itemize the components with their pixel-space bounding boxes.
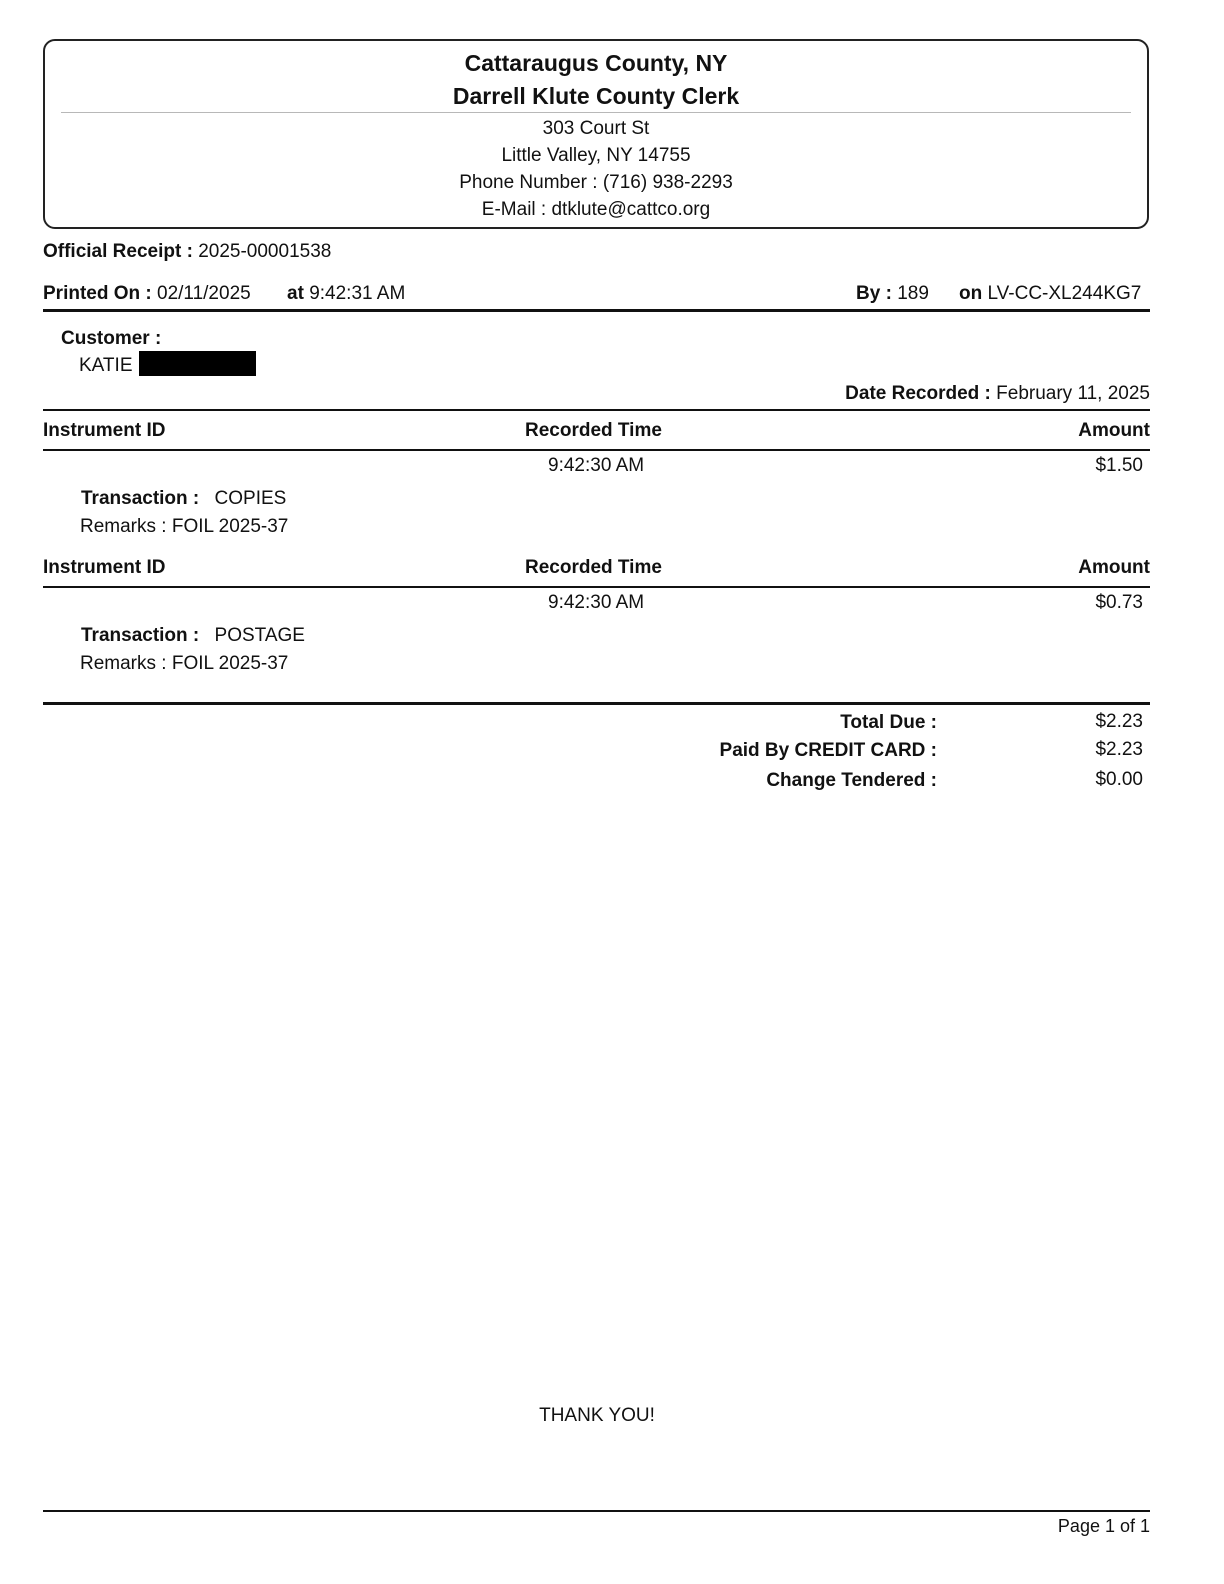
date-recorded-value: February 11, 2025: [996, 383, 1150, 404]
printed-on: [43, 283, 251, 305]
paid-by-label: Paid By CREDIT CARD :: [719, 740, 937, 761]
transaction-label: Transaction :: [81, 625, 200, 646]
footer-rule: [43, 1510, 1150, 1512]
county-title: Cattaraugus County, NY: [464, 50, 728, 76]
transaction-value: POSTAGE: [214, 625, 305, 646]
customer-name: KATIE: [79, 355, 133, 376]
clerk-phone: [45, 172, 1147, 194]
item-recorded-time: 9:42:30 AM: [548, 592, 645, 613]
paid-by-value: $2.23: [1095, 739, 1143, 760]
clerk-email: [45, 199, 1147, 221]
item-remarks: Remarks : FOIL 2025-37: [80, 653, 289, 674]
column-header-rule: [43, 449, 1150, 451]
printed-by-label: By :: [856, 283, 892, 304]
col-instrument-id: Instrument ID: [43, 557, 166, 578]
email-value: dtklute@cattco.org: [551, 199, 711, 220]
total-due-value: $2.23: [1095, 711, 1143, 732]
phone-label: Phone Number :: [459, 172, 598, 193]
printed-on-label: Printed On :: [43, 283, 152, 304]
clerk-city: Little Valley, NY 14755: [501, 145, 691, 166]
printed-station: [959, 283, 1141, 305]
table-top-rule: [43, 409, 1150, 411]
printed-by-value: 189: [897, 283, 929, 304]
item-transaction: [81, 625, 305, 647]
transaction-value: COPIES: [214, 488, 287, 509]
printed-at-label: at: [287, 283, 304, 304]
printed-at: [287, 283, 405, 305]
printed-at-time: 9:42:31 AM: [309, 283, 406, 304]
clerk-address: 303 Court St: [542, 118, 650, 139]
thank-you: THANK YOU!: [539, 1405, 655, 1426]
date-recorded: [845, 383, 1150, 405]
totals-rule: [43, 702, 1150, 705]
item-transaction: [81, 488, 286, 510]
phone-value: (716) 938-2293: [602, 172, 733, 193]
col-amount: Amount: [1078, 420, 1150, 441]
item-remarks: Remarks : FOIL 2025-37: [80, 516, 289, 537]
clerk-name: Darrell Klute County Clerk: [452, 83, 740, 109]
column-header-rule: [43, 586, 1150, 588]
total-due-label: Total Due :: [840, 712, 937, 733]
printed-on-date: 02/11/2025: [157, 283, 251, 304]
col-recorded-time: Recorded Time: [525, 420, 662, 441]
col-instrument-id: Instrument ID: [43, 420, 166, 441]
receipt-number: 2025-00001538: [198, 241, 332, 262]
page-number: Page 1 of 1: [1057, 1516, 1150, 1536]
customer-label: Customer :: [61, 328, 162, 349]
clerk-header-box: [43, 39, 1149, 229]
printed-by: [856, 283, 929, 305]
redaction-bar: [139, 351, 256, 376]
official-receipt: [43, 241, 331, 263]
col-amount: Amount: [1078, 557, 1150, 578]
item-amount: $1.50: [1095, 455, 1143, 476]
change-label: Change Tendered :: [766, 770, 937, 791]
receipt-divider: [43, 309, 1150, 312]
station-value: LV-CC-XL244KG7: [987, 283, 1142, 304]
col-recorded-time: Recorded Time: [525, 557, 662, 578]
station-label: on: [959, 283, 983, 304]
receipt-label: Official Receipt :: [43, 241, 193, 262]
header-divider: [61, 112, 1131, 113]
item-recorded-time: 9:42:30 AM: [548, 455, 645, 476]
item-amount: $0.73: [1095, 592, 1143, 613]
email-label: E-Mail :: [481, 199, 547, 220]
transaction-label: Transaction :: [81, 488, 200, 509]
change-value: $0.00: [1095, 769, 1143, 790]
date-recorded-label: Date Recorded :: [845, 383, 991, 404]
